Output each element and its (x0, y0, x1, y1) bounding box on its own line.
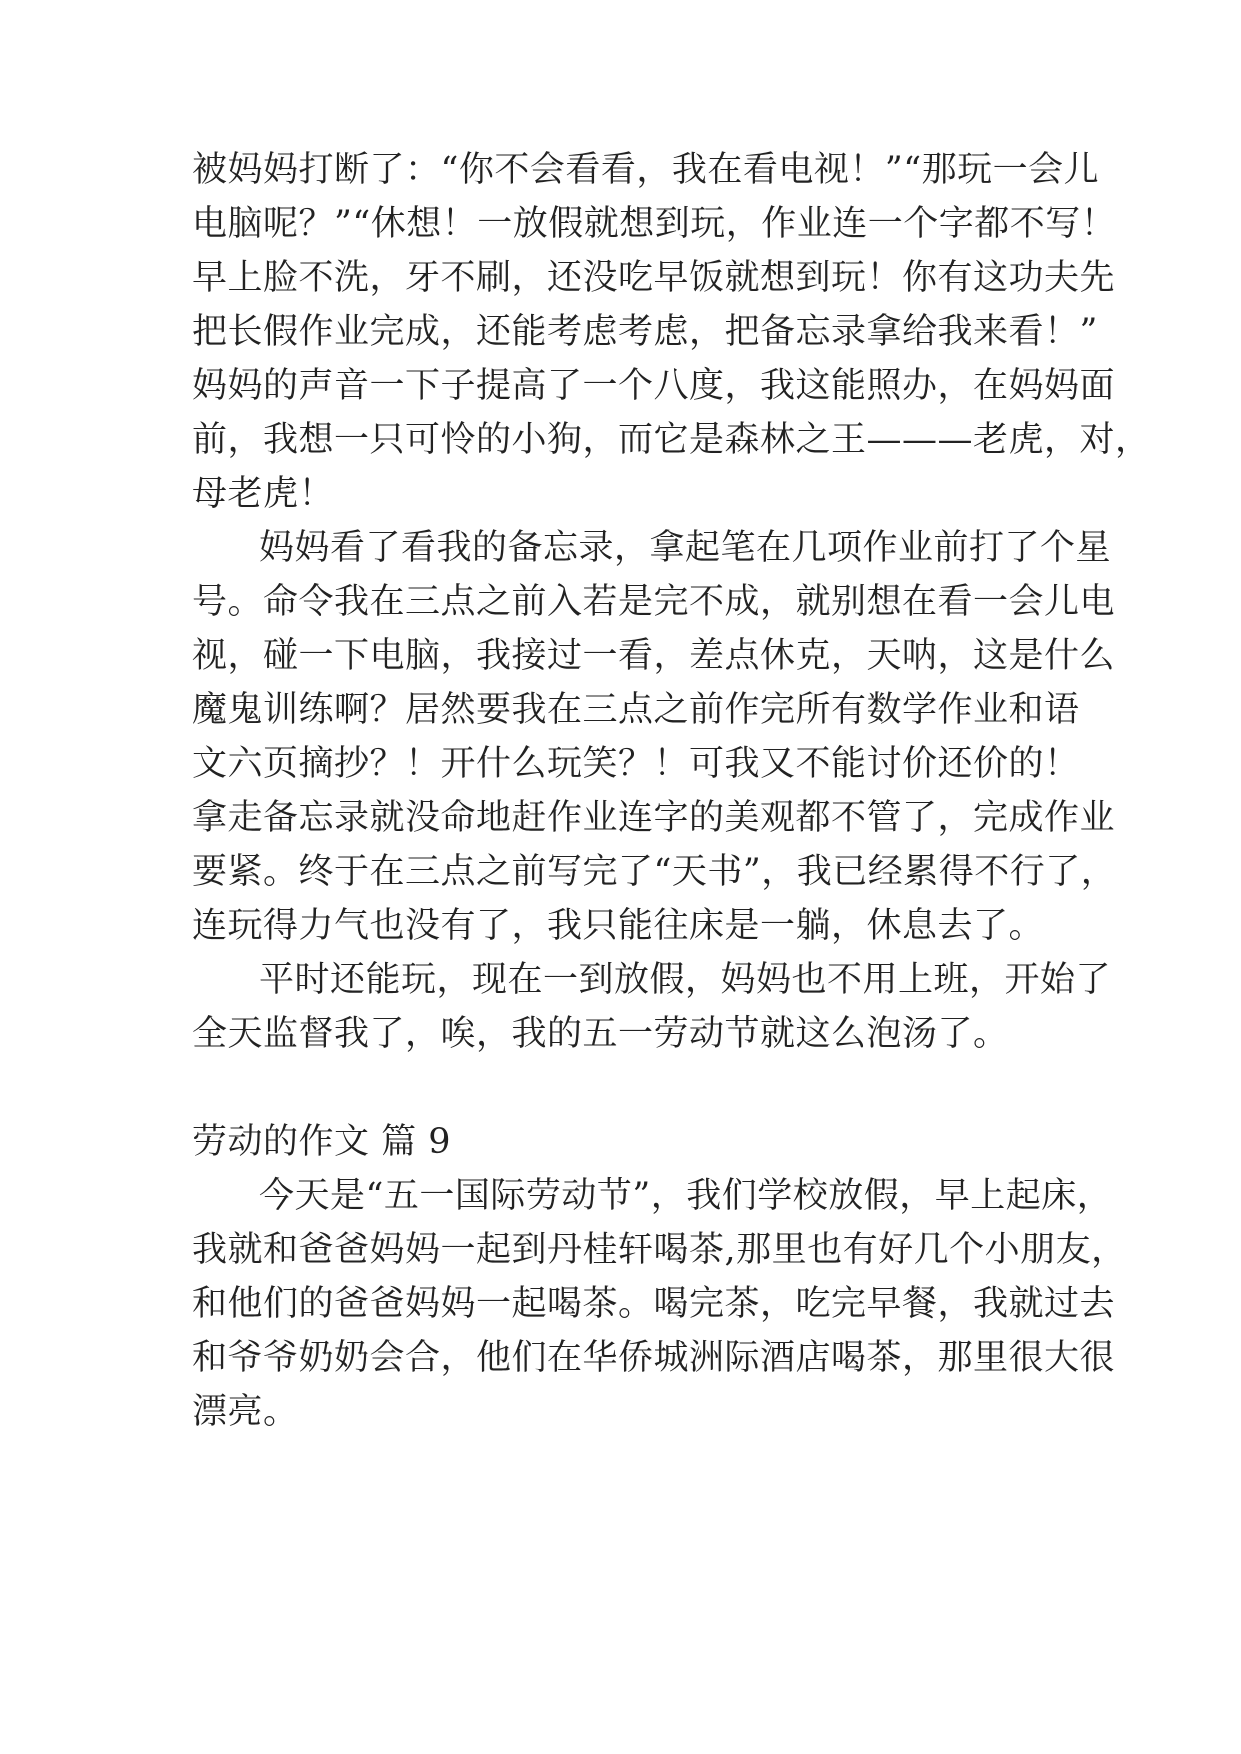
paragraph-line: 我就和爸爸妈妈一起到丹桂轩喝茶,那里也有好几个小朋友， (192, 1230, 1127, 1270)
paragraph-line: 号。命令我在三点之前入若是完不成，就别想在看一会儿电 (192, 582, 1116, 622)
paragraph-line: 妈妈看了看我的备忘录，拿起笔在几项作业前打了个星 (259, 528, 1112, 568)
paragraph-line: 魔鬼训练啊？居然要我在三点之前作完所有数学作业和语 (192, 690, 1080, 730)
paragraph-line: 被妈妈打断了：“你不会看看，我在看电视！”“那玩一会儿 (192, 150, 1100, 190)
paragraph-line: 前，我想一只可怜的小狗，而它是森林之王———老虎，对， (192, 420, 1151, 460)
paragraph-line: 和他们的爸爸妈妈一起喝茶。喝完茶，吃完早餐，我就过去 (192, 1284, 1116, 1324)
paragraph-line: 视，碰一下电脑，我接过一看，差点休克，天呐，这是什么 (192, 636, 1116, 676)
paragraph-line: 和爷爷奶奶会合，他们在华侨城洲际酒店喝茶，那里很大很 (192, 1338, 1116, 1378)
paragraph-line: 今天是“五一国际劳动节”，我们学校放假，早上起床， (259, 1176, 1113, 1216)
paragraph-line: 平时还能玩，现在一到放假，妈妈也不用上班，开始了 (259, 960, 1112, 1000)
paragraph-line: 母老虎！ (192, 474, 335, 514)
paragraph-line: 把长假作业完成，还能考虑考虑，把备忘录拿给我来看！” (192, 312, 1098, 352)
paragraph-line: 漂亮。 (192, 1392, 299, 1432)
section-title: 劳动的作文 篇 9 (192, 1122, 452, 1162)
paragraph-line: 全天监督我了，唉，我的五一劳动节就这么泡汤了。 (192, 1014, 1009, 1054)
paragraph-line: 早上脸不洗，牙不刷，还没吃早饭就想到玩！你有这功夫先 (192, 258, 1116, 298)
paragraph-line: 妈妈的声音一下子提高了一个八度，我这能照办，在妈妈面 (192, 366, 1116, 406)
paragraph-line: 要紧。终于在三点之前写完了“天书”，我已经累得不行了， (192, 852, 1117, 892)
paragraph-line: 电脑呢？”“休想！一放假就想到玩，作业连一个字都不写！ (192, 204, 1117, 244)
paragraph-line: 拿走备忘录就没命地赶作业连字的美观都不管了，完成作业 (192, 798, 1116, 838)
paragraph-line: 连玩得力气也没有了，我只能往床是一躺，休息去了。 (192, 906, 1045, 946)
paragraph-line: 文六页摘抄？！开什么玩笑？！可我又不能讨价还价的！ (192, 744, 1080, 784)
